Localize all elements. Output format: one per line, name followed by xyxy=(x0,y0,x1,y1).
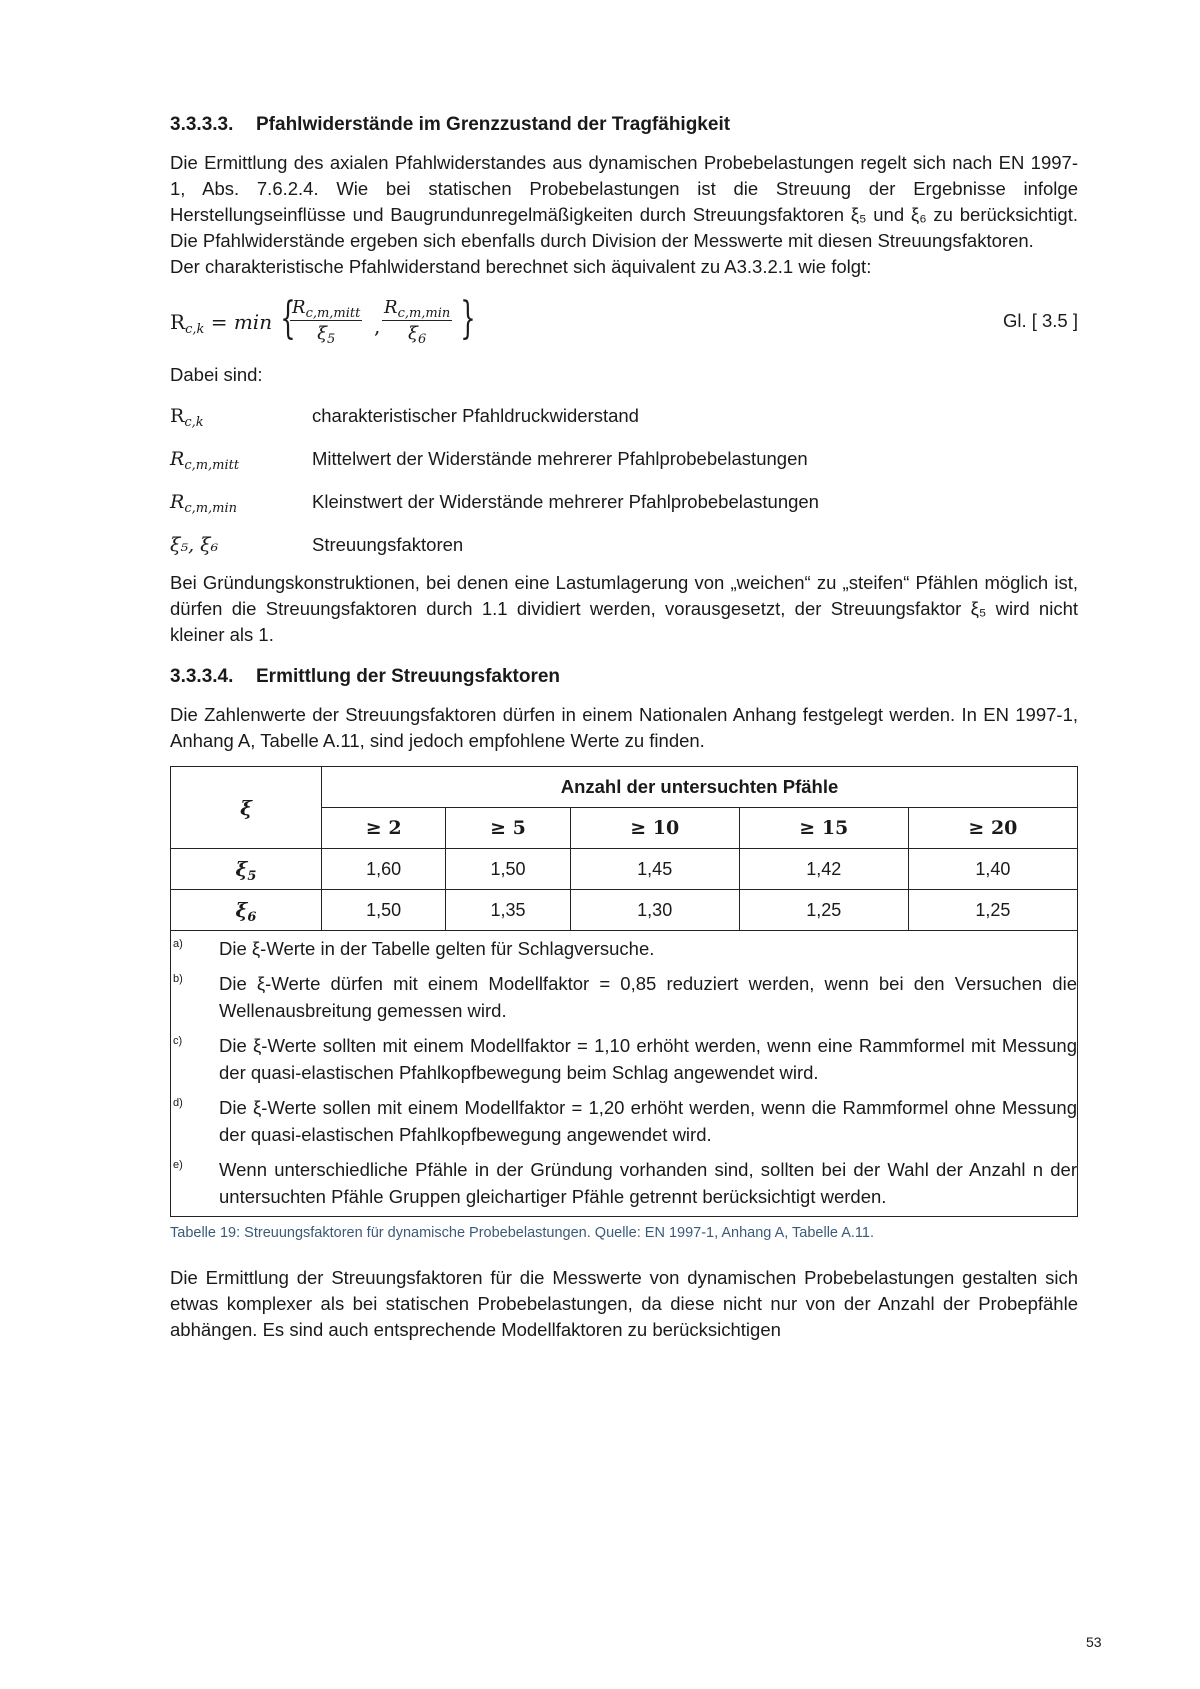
symbol-subscript: c,m,mitt xyxy=(184,457,240,473)
note-label: e) xyxy=(173,1159,183,1171)
column-header: ≥ 15 xyxy=(739,808,908,849)
column-header: ≥ 10 xyxy=(570,808,739,849)
table-note xyxy=(171,1094,1077,1148)
table-note xyxy=(171,1032,1077,1086)
equation-lhs xyxy=(170,310,273,337)
definition-symbol xyxy=(170,447,312,473)
column-header: ≥ 20 xyxy=(908,808,1077,849)
page-number: 53 xyxy=(1086,1634,1102,1650)
definition-symbol xyxy=(170,404,312,430)
right-brace: } xyxy=(460,293,476,344)
definition-list xyxy=(170,394,1078,566)
streuungsfaktoren-table xyxy=(170,766,1078,931)
table-cell: 1,25 xyxy=(908,890,1077,931)
symbol: R xyxy=(170,490,185,513)
table-cell: 1,42 xyxy=(739,849,908,890)
definition-text: Streuungsfaktoren xyxy=(312,533,464,555)
note-text: Die ξ-Werte sollten mit einem Modellfaktor = 1,10 erhöht werden, wenn eine Rammformel mit Messung der quasi-elastischen Pfahlkopfbewegung beim Schlag angewendet wird. xyxy=(219,1035,1077,1083)
equation-symbol: R xyxy=(170,310,186,334)
equation-3-5 xyxy=(170,290,1078,354)
symbol: R xyxy=(170,404,185,427)
note-label: c) xyxy=(173,1035,183,1047)
table-group-header: Anzahl der untersuchten Pfähle xyxy=(322,767,1078,808)
table-cell: 1,40 xyxy=(908,849,1077,890)
row-label-symbol: ξ xyxy=(235,898,248,922)
equation-reference: Gl. [ 3.5 ] xyxy=(1002,310,1078,331)
column-header: ≥ 5 xyxy=(446,808,570,849)
definition-row xyxy=(170,523,1078,566)
denominator: ξ xyxy=(317,323,327,344)
definition-symbol: ξ₅, ξ₆ xyxy=(170,533,219,556)
table-header-row xyxy=(171,767,1078,808)
fraction-2 xyxy=(382,296,452,347)
denominator-subscript: 6 xyxy=(417,332,427,347)
row-label xyxy=(171,890,322,931)
note-label: a) xyxy=(173,938,183,950)
table-caption: Tabelle 19: Streuungsfaktoren für dynamische Probebelastungen. Quelle: EN 1997-1, Anhang A, Tabelle A.11. xyxy=(170,1225,874,1241)
definition-text: charakteristischer Pfahldruckwiderstand xyxy=(312,404,639,426)
definition-text: Kleinstwert der Widerstände mehrerer Pfahlprobebelastungen xyxy=(312,490,819,512)
numerator: R xyxy=(292,297,306,318)
numerator: R xyxy=(384,297,398,318)
section-number: 3.3.3.4. xyxy=(170,666,234,687)
equation-subscript: c,k xyxy=(185,322,205,337)
numerator-subscript: c,m,min xyxy=(397,306,451,321)
table-cell: 1,60 xyxy=(322,849,446,890)
table-note xyxy=(171,970,1077,1024)
note-text: Die ξ-Werte dürfen mit einem Modellfaktor = 0,85 reduziert werden, wenn bei den Versuchen die Wellenausbreitung gemessen wird. xyxy=(219,973,1077,1021)
comma: , xyxy=(374,314,381,338)
table-row xyxy=(171,890,1078,931)
note-text: Wenn unterschiedliche Pfähle in der Gründung vorhanden sind, sollten bei der Wahl der Anzahl n der untersuchten Pfähle Gruppen gleichartiger Pfähle getrennt berücksichtigt werden. xyxy=(219,1159,1077,1207)
section-heading-3-3-3-4 xyxy=(170,664,1078,690)
definition-symbol xyxy=(170,490,312,516)
definition-row xyxy=(170,394,1078,437)
definition-row xyxy=(170,437,1078,480)
table-cell: 1,50 xyxy=(322,890,446,931)
note-text: Die ξ-Werte in der Tabelle gelten für Schlagversuche. xyxy=(219,938,655,959)
table-cell: 1,50 xyxy=(446,849,570,890)
table-notes xyxy=(170,931,1078,1217)
note-text: Die ξ-Werte sollen mit einem Modellfaktor = 1,20 erhöht werden, wenn die Rammformel ohne Messung der quasi-elastischen Pfahlkopfbewegung angewendet wird. xyxy=(219,1097,1077,1145)
denominator: ξ xyxy=(408,323,418,344)
table-cell: 1,45 xyxy=(570,849,739,890)
section-number: 3.3.3.3. xyxy=(170,114,234,135)
table-corner-cell: ξ xyxy=(171,767,322,849)
numerator-subscript: c,m,mitt xyxy=(305,306,361,321)
note-label: d) xyxy=(173,1097,183,1109)
symbol-subscript: c,k xyxy=(184,414,204,430)
definition-row xyxy=(170,480,1078,523)
table-cell: 1,30 xyxy=(570,890,739,931)
paragraph: Dabei sind: xyxy=(170,364,263,385)
table-note xyxy=(171,935,1077,962)
row-label-subscript: 6 xyxy=(247,910,257,925)
document-page xyxy=(170,112,1078,1343)
row-label xyxy=(171,849,322,890)
table-note xyxy=(171,1156,1077,1210)
table-cell: 1,25 xyxy=(739,890,908,931)
row-label-symbol: ξ xyxy=(235,857,248,881)
paragraph: Bei Gründungskonstruktionen, bei denen eine Lastumlagerung von „weichen“ zu „steifen“ Pfählen möglich ist, dürfen die Streuungsfaktoren durch 1.1 dividiert werden, vorausgesetzt, der Streuungsfaktor ξ₅ wird nicht kleiner als 1. xyxy=(170,572,1078,645)
section-title: Ermittlung der Streuungsfaktoren xyxy=(256,666,561,687)
symbol: R xyxy=(170,447,185,470)
equation-operator: = min xyxy=(210,310,273,334)
denominator-subscript: 5 xyxy=(327,332,336,347)
symbol-subscript: c,m,min xyxy=(184,500,238,516)
paragraph: Der charakteristische Pfahlwiderstand berechnet sich äquivalent zu A3.3.2.1 wie folgt: xyxy=(170,256,872,277)
definition-text: Mittelwert der Widerstände mehrerer Pfahlprobebelastungen xyxy=(312,447,808,469)
left-brace: { xyxy=(280,293,296,344)
column-header: ≥ 2 xyxy=(322,808,446,849)
section-heading-3-3-3-3 xyxy=(170,112,1078,138)
paragraph: Die Ermittlung des axialen Pfahlwiderstandes aus dynamischen Probebelastungen regelt sich nach EN 1997-1, Abs. 7.6.2.4. Wie bei statischen Probebelastungen ist die Streuung der Ergebnisse infolge Herstellungseinflüsse und Baugrundunregelmäßigkeiten durch Streuungsfaktoren ξ₅ und ξ₆ zu berücksichtigt. Die Pfahlwiderstände ergeben sich ebenfalls durch Division der Messwerte mit diesen Streuungsfaktoren. xyxy=(170,152,1078,251)
row-label-subscript: 5 xyxy=(247,869,257,884)
fraction-1 xyxy=(290,296,362,347)
paragraph: Die Ermittlung der Streuungsfaktoren für die Messwerte von dynamischen Probebelastungen gestalten sich etwas komplexer als bei statischen Probebelastungen, da diese nicht nur von der Anzahl der Probepfähle abhängen. Es sind auch entsprechende Modellfaktoren zu berücksichtigen xyxy=(170,1267,1078,1340)
paragraph: Die Zahlenwerte der Streuungsfaktoren dürfen in einem Nationalen Anhang festgelegt werden. In EN 1997-1, Anhang A, Tabelle A.11, sind jedoch empfohlene Werte zu finden. xyxy=(170,704,1078,751)
table-cell: 1,35 xyxy=(446,890,570,931)
note-label: b) xyxy=(173,973,183,985)
section-title: Pfahlwiderstände im Grenzzustand der Tragfähigkeit xyxy=(256,114,731,135)
table-row xyxy=(171,849,1078,890)
